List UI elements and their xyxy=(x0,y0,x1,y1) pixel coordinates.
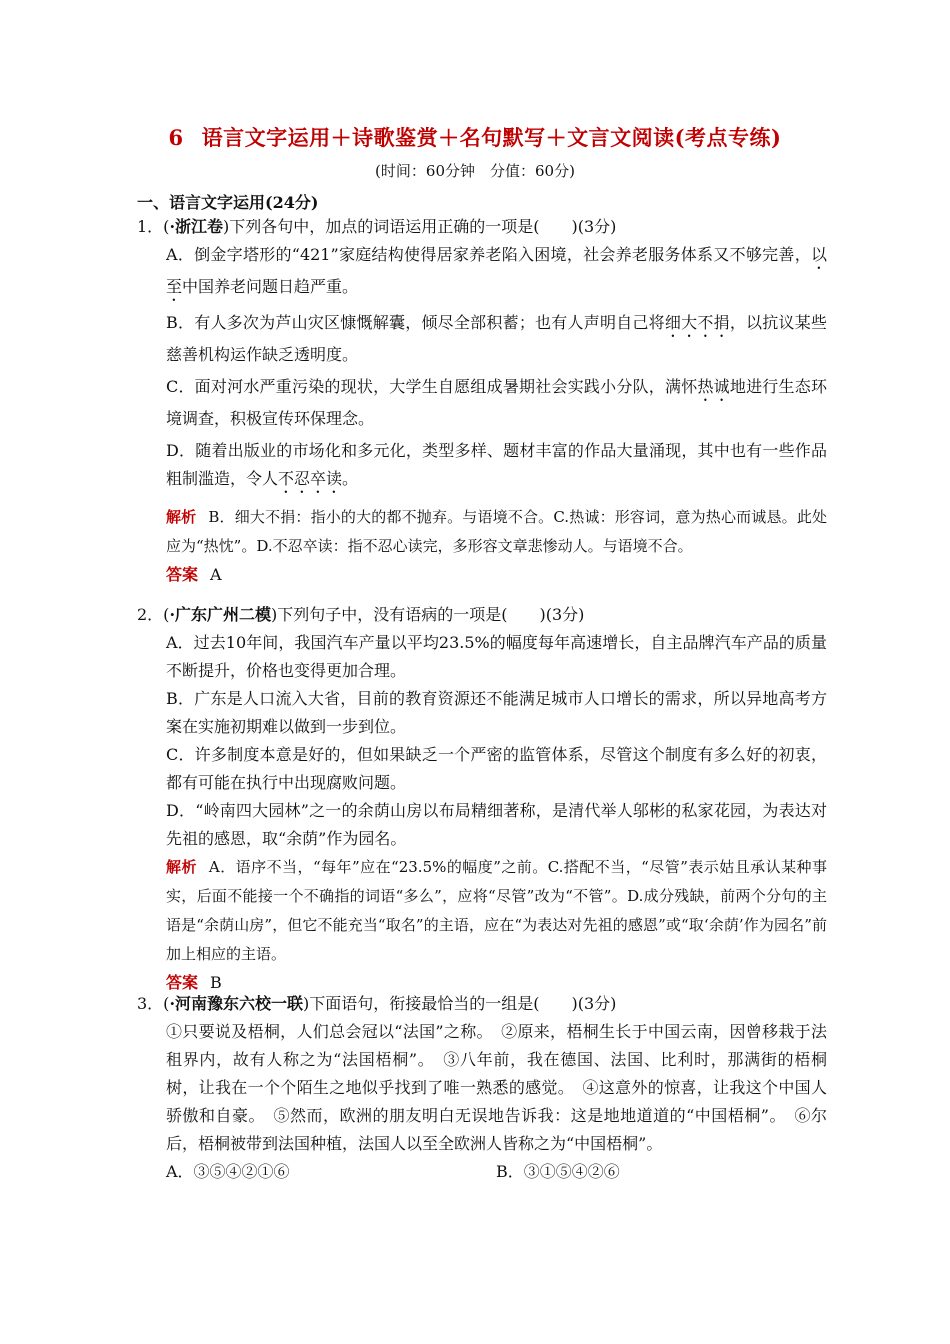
question-source: ·河南豫东六校一联 xyxy=(169,994,304,1013)
question-2-analysis: 解析 A．语序不当，“每年”应在“23.5%的幅度”之前。C.搭配不当，“尽管”表示姑且承认某种事实，后面不能接一个不确指的词语“多么”，应将“尽管”改为“不管”。D.成分残缺，前两个分句的主语是“余荫山房”，但它不能充当“取名”的主语，应在“为表达对先祖的感恩”或“取‘余荫’作为园名”前加上相应的主语。 xyxy=(166,858,827,963)
question-3 xyxy=(137,990,827,1186)
question-1 xyxy=(137,213,827,589)
answer-label: 答案 xyxy=(166,973,199,992)
question-1-option-d: D．随着出版业的市场化和多元化，类型多样、题材丰富的作品大量涌现，其中也有一些作品粗制滥造，令人不忍卒读。 xyxy=(166,441,827,488)
page-title xyxy=(0,122,950,152)
answer-label: 答案 xyxy=(166,565,199,584)
question-1-option-c: C．面对河水严重污染的现状，大学生自愿组成暑期社会实践小分队，满怀热诚地进行生态环境调查，积极宣传环保理念。 xyxy=(166,377,827,428)
chapter-title: 语言文字运用＋诗歌鉴赏＋名句默写＋文言文阅读(考点专练) xyxy=(201,125,782,150)
question-2 xyxy=(137,601,827,997)
question-1-stem: 1．(·浙江卷)下列各句中，加点的词语运用正确的一项是( )(3分) xyxy=(137,217,617,236)
dotted-word: 热诚 xyxy=(697,377,730,396)
dotted-word: 以至 xyxy=(166,245,827,296)
analysis-label: 解析 xyxy=(166,858,197,876)
question-3-option-a: A．③⑤④②①⑥ xyxy=(166,1162,290,1181)
chapter-number: 6 xyxy=(168,125,184,150)
question-1-analysis: 解析 B．细大不捐：指小的大的都不抛弃。与语境不合。C.热诚：形容词，意为热心而诚恳。此处应为“热忱”。D.不忍卒读：指不忍心读完，多形容文章悲惨动人。与语境不合。 xyxy=(166,508,827,555)
question-source: ·广东广州二模 xyxy=(169,605,272,624)
question-1-option-b: B．有人多次为芦山灾区慷慨解囊，倾尽全部积蓄；也有人声明自己将细大不捐，以抗议某些慈善机构运作缺乏透明度。 xyxy=(166,313,827,364)
question-2-answer: 答案 B xyxy=(166,973,222,992)
question-2-option-a: A．过去10年间，我国汽车产量以平均23.5%的幅度每年高速增长，自主品牌汽车产品的质量不断提升，价格也变得更加合理。 xyxy=(166,633,827,680)
question-source: ·浙江卷 xyxy=(169,217,224,236)
question-2-option-c: C．许多制度本意是好的，但如果缺乏一个严密的监管体系，尽管这个制度有多么好的初衷，都有可能在执行中出现腐败问题。 xyxy=(166,745,827,792)
dotted-word: 细大不捐 xyxy=(664,313,730,332)
question-3-options xyxy=(166,1158,827,1186)
question-2-option-b: B．广东是人口流入大省，目前的教育资源还不能满足城市人口增长的需求，所以异地高考方案在实施初期难以做到一步到位。 xyxy=(166,689,827,736)
section-heading: 一、语言文字运用(24分) xyxy=(137,193,319,212)
question-3-stem: 3．(·河南豫东六校一联)下面语句，衔接最恰当的一组是( )(3分) xyxy=(137,994,617,1013)
dotted-word: 不忍卒读 xyxy=(278,469,343,488)
time-score-info: (时间：60分钟 分值：60分) xyxy=(375,162,575,180)
analysis-label: 解析 xyxy=(166,508,197,526)
question-2-option-d: D．“岭南四大园林”之一的余荫山房以布局精细著称，是清代举人邬彬的私家花园，为表达对先祖的感恩，取“余荫”作为园名。 xyxy=(166,801,827,848)
question-1-answer: 答案 A xyxy=(166,565,222,584)
question-3-passage: ①只要说及梧桐，人们总会冠以“法国”之称。 ②原来，梧桐生长于中国云南，因曾移栽于法租界内，故有人称之为“法国梧桐”。 ③八年前，我在德国、法国、比利时，那满街的梧桐树，让我在一个个陌生之地似乎找到了唯一熟悉的感觉。 ④这意外的惊喜，让我这个中国人骄傲和自豪。 ⑤然而，欧洲的朋友明白无误地告诉我：这是地地道道的“中国梧桐”。 ⑥尔后，梧桐被带到法国种植，法国人以至全欧洲人皆称之为“中国梧桐”。 xyxy=(166,1022,827,1153)
question-3-option-b: B．③①⑤④②⑥ xyxy=(496,1162,620,1181)
question-2-stem: 2．(·广东广州二模)下列句子中，没有语病的一项是( )(3分) xyxy=(137,605,585,624)
question-1-option-a: A．倒金字塔形的“421”家庭结构使得居家养老陷入困境，社会养老服务体系又不够完善，以至中国养老问题日趋严重。 xyxy=(166,245,827,296)
